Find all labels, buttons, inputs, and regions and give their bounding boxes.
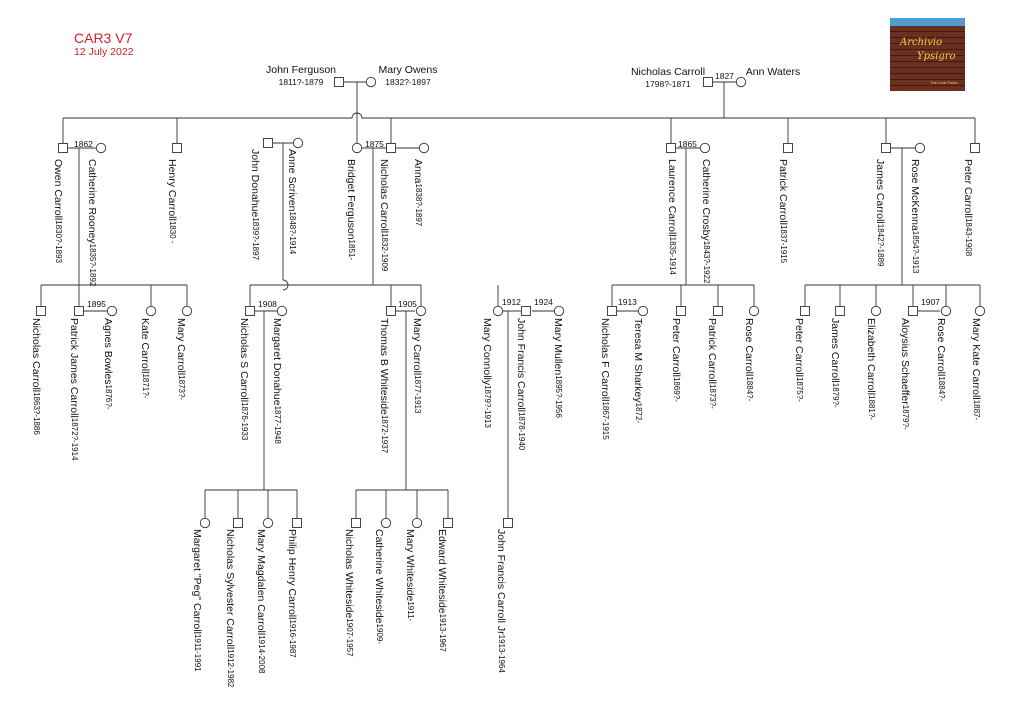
person-rose-carroll-l xyxy=(743,318,755,401)
person-catherine-whiteside xyxy=(373,529,385,644)
person-mary-magdalen-carroll xyxy=(255,529,267,673)
person-dates: 1913-1964 xyxy=(497,634,506,673)
male-symbol xyxy=(444,519,453,528)
male-symbol xyxy=(173,144,182,153)
female-symbol xyxy=(941,306,950,315)
person-dates: 1873?- xyxy=(177,375,186,401)
person-dates: 1837-1915 xyxy=(779,224,788,264)
person-name: Mary Whiteside xyxy=(404,529,416,602)
person-dates: 1872- xyxy=(634,402,643,424)
male-symbol xyxy=(882,144,891,153)
person-name: Margaret "Peg" Carroll xyxy=(191,529,203,634)
person-name: James Carroll xyxy=(874,159,886,224)
person-dates: 1881?- xyxy=(867,395,876,420)
logo-caption: The Coal Patch xyxy=(930,80,958,85)
person-aloysius-schaeffer xyxy=(899,318,911,430)
person-name: Nicholas Sylvester Carroll xyxy=(224,529,236,650)
male-symbol xyxy=(784,144,793,153)
person-laurence-carroll xyxy=(666,159,678,275)
male-symbol xyxy=(59,144,68,153)
person-mary-owens xyxy=(379,64,438,88)
person-dates: 1887- xyxy=(972,399,981,421)
female-symbol xyxy=(416,306,425,315)
person-name: Rose Carroll xyxy=(935,318,947,377)
person-name: Peter Carroll xyxy=(962,159,974,218)
person-dates: 1798?-1871 xyxy=(645,79,691,89)
person-margaret-peg-carroll xyxy=(191,529,203,672)
person-name: Mary Kate Carroll xyxy=(970,318,982,400)
male-symbol xyxy=(714,307,723,316)
person-dates: 1832?-1897 xyxy=(385,77,431,87)
male-symbol xyxy=(246,307,255,316)
female-symbol xyxy=(638,306,647,315)
person-name: Henry Carroll xyxy=(166,159,178,221)
person-dates: 1895?-1956 xyxy=(554,375,563,418)
archive-logo xyxy=(890,18,965,91)
male-symbol xyxy=(667,144,676,153)
person-nicholas-whiteside xyxy=(343,529,355,657)
female-symbol xyxy=(200,518,209,527)
person-dates: 1907-1957 xyxy=(345,618,354,657)
person-dates: 1911- xyxy=(406,601,415,622)
person-catherine-crosby xyxy=(700,159,712,283)
person-dates: 1911-1991 xyxy=(193,633,202,672)
person-name: Anna xyxy=(412,159,424,184)
person-agnes-bowles xyxy=(102,318,114,409)
person-dates: 1848?-1914 xyxy=(288,211,297,255)
person-dates: 1842?-1889 xyxy=(876,223,885,267)
female-symbol xyxy=(293,138,302,147)
person-name: Nicholas Carroll xyxy=(30,318,42,393)
male-symbol xyxy=(352,519,361,528)
female-symbol xyxy=(277,306,286,315)
logo-line2: Ypsigro xyxy=(917,51,956,62)
person-nicholas-f-carroll xyxy=(599,318,611,440)
person-nicholas-carroll-sr xyxy=(631,66,705,90)
person-dates: 1835-1914 xyxy=(668,236,677,275)
chart-title: CAR3 V7 xyxy=(74,30,133,46)
person-name: Nicholas Whiteside xyxy=(343,529,355,619)
connector-line xyxy=(63,113,975,118)
female-symbol xyxy=(352,143,361,152)
marriage-year: 1827 xyxy=(715,71,734,81)
person-margaret-donahue xyxy=(271,318,283,444)
person-name: Peter Carroll xyxy=(670,318,682,377)
female-symbol xyxy=(871,306,880,315)
female-symbol xyxy=(419,143,428,152)
person-dates: 1851- xyxy=(347,239,356,261)
male-symbol xyxy=(387,307,396,316)
person-name: Mary Connolly xyxy=(481,318,493,386)
person-name: Anne Scriven xyxy=(286,149,298,212)
person-dates: 1830 - xyxy=(168,220,177,244)
person-name: Kate Carroll xyxy=(139,318,151,374)
person-dates: 1835?-1892 xyxy=(88,243,97,287)
marriage-year: 1907 xyxy=(921,297,940,307)
female-symbol xyxy=(700,143,709,152)
female-symbol xyxy=(493,306,502,315)
person-dates: 1872?-1914 xyxy=(70,417,79,461)
person-peter-carroll-l xyxy=(670,318,682,402)
logo-sky xyxy=(890,18,965,26)
person-name: Patrick Carroll xyxy=(706,318,718,384)
person-kate-carroll xyxy=(139,318,151,398)
male-symbol xyxy=(836,307,845,316)
person-mary-carroll-n xyxy=(411,318,423,413)
person-bridget-ferguson xyxy=(345,159,357,260)
person-dates: 1872-1937 xyxy=(380,414,389,454)
person-philip-henry-carroll xyxy=(286,529,298,658)
male-symbol xyxy=(677,307,686,316)
person-dates: 1843?-1922 xyxy=(702,240,711,284)
person-dates: 1879?- xyxy=(901,404,910,430)
person-owen-carroll xyxy=(52,159,64,263)
male-symbol xyxy=(504,519,513,528)
female-symbol xyxy=(96,143,105,152)
person-mary-kate-carroll xyxy=(970,318,982,420)
marriage-year: 1862 xyxy=(74,139,93,149)
person-mary-mullen xyxy=(552,318,564,418)
person-nicholas-carroll xyxy=(378,159,390,271)
person-henry-carroll xyxy=(166,159,178,244)
person-name: Nicholas S Carroll xyxy=(238,318,250,403)
person-mary-whiteside xyxy=(404,529,416,621)
person-name: Rose McKenna xyxy=(909,159,921,231)
person-name: Nicholas F Carroll xyxy=(599,318,611,402)
female-symbol xyxy=(554,306,563,315)
male-symbol xyxy=(522,307,531,316)
person-name: Catherine Rooney xyxy=(86,159,98,244)
person-name: Mary Mullen xyxy=(552,318,564,376)
person-name: Rose Carroll xyxy=(743,318,755,377)
person-name: Agnes Bowles xyxy=(102,318,114,385)
person-mary-connolly xyxy=(481,318,493,428)
person-nicholas-carroll-o xyxy=(30,318,42,435)
person-john-francis-carroll-jr xyxy=(495,529,507,673)
person-dates: 1876-1933 xyxy=(240,402,249,441)
male-symbol xyxy=(293,519,302,528)
chart-date: 12 July 2022 xyxy=(74,46,134,58)
person-name: John Donahue xyxy=(249,149,261,218)
person-nicholas-sylvester-carroll xyxy=(224,529,236,687)
person-dates: 1912-1982 xyxy=(226,649,235,688)
marriage-year: 1908 xyxy=(258,299,277,309)
male-symbol xyxy=(909,307,918,316)
person-name: John Francis Carroll xyxy=(515,318,527,412)
person-james-carroll xyxy=(874,159,886,266)
person-anna xyxy=(412,159,424,226)
person-dates: 1863?-1886 xyxy=(32,392,41,435)
female-symbol xyxy=(412,518,421,527)
person-dates: 1875?- xyxy=(795,376,804,402)
person-name: John Francis Carroll Jr xyxy=(495,529,507,635)
person-dates: 1873?- xyxy=(708,383,717,409)
person-name: Bridget Ferguson xyxy=(345,159,357,240)
person-name: Catherine Whiteside xyxy=(373,529,385,624)
person-john-donahue xyxy=(249,149,261,260)
female-symbol xyxy=(381,518,390,527)
person-dates: 1877-1948 xyxy=(273,405,282,444)
marriage-year: 1913 xyxy=(618,297,637,307)
person-name: Philip Henry Carroll xyxy=(286,529,298,620)
person-name: Nicholas Carroll xyxy=(378,159,390,234)
person-peter-carroll-j xyxy=(793,318,805,402)
person-james-carroll-j xyxy=(829,318,841,408)
male-symbol xyxy=(264,139,273,148)
person-anne-scriven xyxy=(286,149,298,254)
person-peter-carroll xyxy=(962,159,974,256)
person-name: Thomas B Whiteside xyxy=(378,318,390,415)
person-rose-carroll-j xyxy=(935,318,947,401)
person-name: Edward Whiteside xyxy=(436,529,448,614)
female-symbol xyxy=(915,143,924,152)
person-catherine-rooney xyxy=(86,159,98,286)
person-dates: 1913-1967 xyxy=(438,613,447,652)
marriage-year: 1905 xyxy=(398,299,417,309)
person-dates: 1838?-1897 xyxy=(414,183,423,227)
person-teresa-m-sharkey xyxy=(632,318,644,423)
person-patrick-james-carroll xyxy=(68,318,80,461)
person-patrick-carroll-l xyxy=(706,318,718,409)
person-name: Teresa M Sharkey xyxy=(632,318,644,403)
person-dates: 1914-2008 xyxy=(257,635,266,674)
person-name: James Carroll xyxy=(829,318,841,383)
person-edward-whiteside xyxy=(436,529,448,652)
female-symbol xyxy=(263,518,272,527)
person-dates: 1854?-1913 xyxy=(911,230,920,274)
person-dates: 1884?- xyxy=(937,376,946,402)
person-name: Catherine Crosby xyxy=(700,159,712,241)
person-dates: 1877-1913 xyxy=(413,375,422,414)
female-symbol xyxy=(146,306,155,315)
person-dates: 1878-1940 xyxy=(517,411,526,451)
person-name: Owen Carroll xyxy=(52,159,64,221)
person-john-ferguson xyxy=(266,64,336,88)
male-symbol xyxy=(37,307,46,316)
person-dates: 1867-1915 xyxy=(601,401,610,440)
person-name: Mary Magdalen Carroll xyxy=(255,529,267,636)
female-symbol xyxy=(749,306,758,315)
person-rose-mckenna xyxy=(909,159,921,274)
male-symbol xyxy=(971,144,980,153)
male-symbol xyxy=(387,144,396,153)
person-dates: 1830?-1893 xyxy=(54,220,63,263)
female-symbol xyxy=(366,77,375,86)
male-symbol xyxy=(234,519,243,528)
person-dates: 1879?- xyxy=(831,382,840,408)
person-name: Mary Carroll xyxy=(411,318,423,376)
person-ann-waters xyxy=(746,66,800,78)
person-name: Patrick James Carroll xyxy=(68,318,80,418)
marriage-year: 1895 xyxy=(87,299,106,309)
male-symbol xyxy=(608,307,617,316)
male-symbol xyxy=(75,307,84,316)
marriage-year: 1865 xyxy=(678,139,697,149)
person-name: Nicholas Carroll xyxy=(630,66,706,78)
female-symbol xyxy=(182,306,191,315)
person-dates: 1811?-1879 xyxy=(278,77,324,87)
person-nicholas-s-carroll xyxy=(238,318,250,440)
person-john-francis-carroll xyxy=(515,318,527,450)
person-dates: 1909- xyxy=(375,623,384,645)
person-dates: 1871?- xyxy=(141,373,150,399)
marriage-year: 1912 xyxy=(502,297,521,307)
person-mary-carroll-o xyxy=(175,318,187,400)
person-name: John Ferguson xyxy=(265,64,337,76)
person-name: Patrick Carroll xyxy=(777,159,789,225)
male-symbol xyxy=(801,307,810,316)
person-thomas-b-whiteside xyxy=(378,318,390,453)
person-dates: 1869?- xyxy=(672,376,681,402)
person-dates: 1884?- xyxy=(745,376,754,402)
person-dates: 1839?-1897 xyxy=(251,217,260,261)
person-dates: 1916-1987 xyxy=(288,619,297,658)
marriage-year: 1875 xyxy=(365,139,384,149)
person-dates: 1879?-1913 xyxy=(483,385,492,428)
female-symbol xyxy=(736,77,745,86)
person-name: Aloysius Schaeffer xyxy=(899,318,911,405)
person-name: Elizabeth Carroll xyxy=(865,318,877,396)
person-name: Ann Waters xyxy=(745,66,801,78)
marriage-year: 1924 xyxy=(534,297,553,307)
person-dates: 1832-1909 xyxy=(380,233,389,272)
person-name: Laurence Carroll xyxy=(666,159,678,237)
female-symbol xyxy=(975,306,984,315)
person-name: Mary Carroll xyxy=(175,318,187,376)
person-name: Margaret Donahue xyxy=(271,318,283,406)
person-name: Mary Owens xyxy=(378,64,438,76)
person-dates: 1843-1908 xyxy=(964,217,973,257)
person-name: Peter Carroll xyxy=(793,318,805,377)
person-dates: 1876?- xyxy=(104,384,113,410)
female-symbol xyxy=(107,306,116,315)
person-elizabeth-carroll xyxy=(865,318,877,420)
logo-line1: Archivio xyxy=(900,37,943,48)
person-patrick-carroll xyxy=(777,159,789,263)
